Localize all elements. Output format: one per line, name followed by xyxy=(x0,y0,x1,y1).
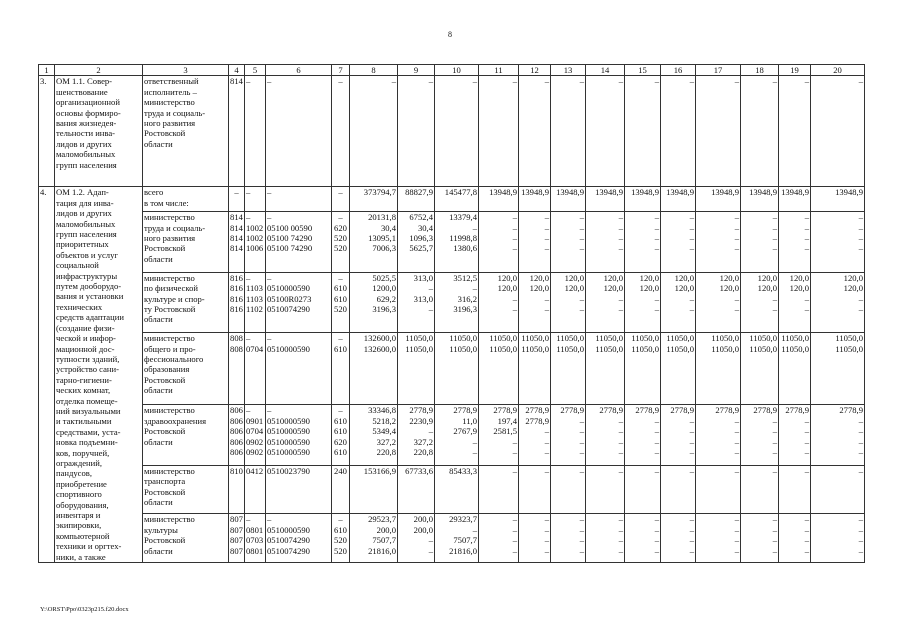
table-cell: 2778,9 – – – – xyxy=(741,405,779,465)
table-cell: 240 xyxy=(332,465,350,514)
table-cell: 5025,5 1200,0 629,2 3196,3 xyxy=(350,272,398,332)
table-cell: – – – – xyxy=(779,212,811,272)
table-cell: 806 806 806 806 806 xyxy=(229,405,245,465)
table-cell: всего в том числе: xyxy=(143,187,229,212)
table-cell: 3512,5 – 316,2 3196,3 xyxy=(435,272,479,332)
table-cell: – – – – xyxy=(519,514,551,563)
table-cell: – – – – xyxy=(696,212,741,272)
table-cell: 11050,0 11050,0 xyxy=(479,333,519,405)
table-cell: 13379,4 – 11998,8 1380,6 xyxy=(435,212,479,272)
table-cell: – 0901 0704 0902 0902 xyxy=(245,405,266,465)
table-cell: 6752,4 30,4 1096,3 5625,7 xyxy=(398,212,435,272)
table-cell: – xyxy=(245,76,266,187)
table-row xyxy=(39,405,865,465)
table-cell: ОМ 1.1. Совер- шенствование организационной основы формиро- вания жизнедея- тельности инва- лидов и других маломобильных групп населения xyxy=(55,76,143,187)
table-cell: 373794,7 xyxy=(350,187,398,212)
column-number: 9 xyxy=(398,65,435,76)
table-cell: – – – – xyxy=(779,514,811,563)
table-cell: 120,0 120,0 – – xyxy=(586,272,625,332)
table-row xyxy=(39,272,865,332)
table-cell: 13948,9 xyxy=(551,187,586,212)
table-cell: 11050,0 11050,0 xyxy=(625,333,661,405)
table-cell: – xyxy=(398,76,435,187)
table-cell: – xyxy=(519,465,551,514)
table-cell: – xyxy=(625,76,661,187)
table-cell: 120,0 120,0 – – xyxy=(519,272,551,332)
table-cell: – – – – xyxy=(625,514,661,563)
table-cell: – xyxy=(625,465,661,514)
table-cell: – 1002 1002 1006 xyxy=(245,212,266,272)
column-number: 15 xyxy=(625,65,661,76)
table-cell: 20131,8 30,4 13095,1 7006,3 xyxy=(350,212,398,272)
table-cell: 67733,6 xyxy=(398,465,435,514)
table-cell: ответственный исполнитель – министерство труда и социаль- ного развития Ростовской области xyxy=(143,76,229,187)
table-cell: 120,0 120,0 – – xyxy=(551,272,586,332)
table-cell: 85433,3 xyxy=(435,465,479,514)
table-cell: министерство транспорта Ростовской области xyxy=(143,465,229,514)
table-cell: – xyxy=(332,187,350,212)
table-cell: – xyxy=(479,465,519,514)
table-cell: ОМ 1.2. Адап- тация для инва- лидов и других маломобильных групп населения приоритетных объектов и услуг социальной инфраструктуры путем дооборудо- вания и установки технических средств адаптации (создание физи- ческой и инфор- мационной дос- тупности зданий, устройство сани- тарно-гигиени- ческих комнат, отделка помеще- ний визуальными и тактильными средствами, уста- новка подъемни- ков, поручней, ограждений, пандусов, приобретение спортивного оборудования, инвентаря и экипировки, компьютерной техники и оргтех- ники, а также xyxy=(55,187,143,563)
table-cell: – – – – xyxy=(811,514,865,563)
table-cell: – 0510000590 0510074290 0510074290 xyxy=(266,514,332,563)
column-number: 16 xyxy=(661,65,696,76)
table-cell: – xyxy=(350,76,398,187)
column-number: 13 xyxy=(551,65,586,76)
table-cell: – – – – xyxy=(551,212,586,272)
table-cell: 13948,9 xyxy=(479,187,519,212)
table-cell: – xyxy=(435,76,479,187)
table-cell: 11050,0 11050,0 xyxy=(398,333,435,405)
table-cell: 153166,9 xyxy=(350,465,398,514)
table-cell: 120,0 120,0 – – xyxy=(661,272,696,332)
table-cell: 33346,8 5218,2 5349,4 327,2 220,8 xyxy=(350,405,398,465)
table-cell: 11050,0 11050,0 xyxy=(661,333,696,405)
table-cell: 816 816 816 816 xyxy=(229,272,245,332)
table-cell: 200,0 200,0 – – xyxy=(398,514,435,563)
table-cell: 11050,0 11050,0 xyxy=(435,333,479,405)
table-cell: – xyxy=(586,465,625,514)
table-cell: – xyxy=(741,76,779,187)
table-cell: – – – – xyxy=(551,514,586,563)
page-number: 8 xyxy=(448,30,452,39)
table-cell: 2778,9 – – – – xyxy=(586,405,625,465)
table-cell: 810 xyxy=(229,465,245,514)
file-path-footer: Y:\ORST\Ppo\0323p215.f20.docx xyxy=(40,606,129,613)
table-cell: 11050,0 11050,0 xyxy=(696,333,741,405)
table-row xyxy=(39,465,865,514)
column-number: 19 xyxy=(779,65,811,76)
table-cell: 2778,9 – – – – xyxy=(696,405,741,465)
column-number: 10 xyxy=(435,65,479,76)
table-cell: 0510023790 xyxy=(266,465,332,514)
budget-table xyxy=(38,64,865,563)
table-row xyxy=(39,514,865,563)
table-cell: 13948,9 xyxy=(696,187,741,212)
table-cell: – xyxy=(332,76,350,187)
table-cell: – 05100 00590 05100 74290 05100 74290 xyxy=(266,212,332,272)
table-cell: 11050,0 11050,0 xyxy=(551,333,586,405)
table-cell: 88827,9 xyxy=(398,187,435,212)
table-cell: – – – – xyxy=(586,514,625,563)
column-number: 18 xyxy=(741,65,779,76)
table-cell: министерство труда и социаль- ного развития Ростовской области xyxy=(143,212,229,272)
table-cell: – xyxy=(519,76,551,187)
table-cell: 120,0 120,0 – – xyxy=(741,272,779,332)
table-cell: министерство здравоохранения Ростовской области xyxy=(143,405,229,465)
table-cell: – – – – xyxy=(661,212,696,272)
table-cell: – xyxy=(551,76,586,187)
table-cell: 13948,9 xyxy=(625,187,661,212)
table-cell: 13948,9 xyxy=(586,187,625,212)
table-cell: министерство общего и про- фессионального образования Ростовской области xyxy=(143,333,229,405)
column-number: 5 xyxy=(245,65,266,76)
table-cell: – xyxy=(661,465,696,514)
table-cell: – xyxy=(245,187,266,212)
table-cell: – xyxy=(696,465,741,514)
table-cell: – – – – xyxy=(661,514,696,563)
table-cell: – xyxy=(266,187,332,212)
table-cell: – 0704 xyxy=(245,333,266,405)
table-cell: – xyxy=(266,76,332,187)
table-cell: – 0510000590 0510000590 0510000590 0510000590 xyxy=(266,405,332,465)
table-cell: 120,0 120,0 – – xyxy=(479,272,519,332)
table-cell: – – – – xyxy=(586,212,625,272)
table-cell: – 610 610 520 xyxy=(332,272,350,332)
table-cell: – 0510000590 05100R0273 0510074290 xyxy=(266,272,332,332)
table-cell: 2778,9 – – – – xyxy=(779,405,811,465)
table-cell: 13948,9 xyxy=(661,187,696,212)
column-number: 4 xyxy=(229,65,245,76)
table-row xyxy=(39,333,865,405)
table-cell: – – – – xyxy=(479,514,519,563)
table-cell: – xyxy=(696,76,741,187)
table-cell: 2778,9 – – – – xyxy=(551,405,586,465)
table-cell: 120,0 120,0 – – xyxy=(811,272,865,332)
table-cell: – xyxy=(586,76,625,187)
table-cell: – 0510000590 xyxy=(266,333,332,405)
table-cell: – – – – xyxy=(625,212,661,272)
table-cell: 0412 xyxy=(245,465,266,514)
table-cell: – – – – xyxy=(696,514,741,563)
table-row xyxy=(39,187,865,212)
table-cell: 13948,9 xyxy=(779,187,811,212)
table-cell: – – – – xyxy=(811,212,865,272)
table-cell: 11050,0 11050,0 xyxy=(741,333,779,405)
column-number: 1 xyxy=(39,65,55,76)
table-cell: 4. xyxy=(39,187,55,563)
table-cell: – xyxy=(779,76,811,187)
table-cell: 13948,9 xyxy=(741,187,779,212)
table-cell: – – – – xyxy=(519,212,551,272)
column-number: 12 xyxy=(519,65,551,76)
table-cell: 2778,9 – – – – xyxy=(661,405,696,465)
table-cell: 814 814 814 814 xyxy=(229,212,245,272)
table-cell: 13948,9 xyxy=(811,187,865,212)
table-cell: – 620 520 520 xyxy=(332,212,350,272)
column-number: 7 xyxy=(332,65,350,76)
table-cell: 29523,7 200,0 7507,7 21816,0 xyxy=(350,514,398,563)
table-cell: 11050,0 11050,0 xyxy=(811,333,865,405)
table-cell: 808 808 xyxy=(229,333,245,405)
header-row xyxy=(39,65,865,76)
table-cell: 13948,9 xyxy=(519,187,551,212)
column-number: 6 xyxy=(266,65,332,76)
column-number: 20 xyxy=(811,65,865,76)
table-cell: 29323,7 – 7507,7 21816,0 xyxy=(435,514,479,563)
table-cell: 120,0 120,0 – – xyxy=(696,272,741,332)
column-number: 11 xyxy=(479,65,519,76)
table-cell: 807 807 807 807 xyxy=(229,514,245,563)
table-cell: 814 xyxy=(229,76,245,187)
table-cell: – – – – xyxy=(741,514,779,563)
table-cell: – xyxy=(479,76,519,187)
table-cell: 11050,0 11050,0 xyxy=(519,333,551,405)
table-cell: 145477,8 xyxy=(435,187,479,212)
column-number: 3 xyxy=(143,65,229,76)
table-cell: 132600,0 132600,0 xyxy=(350,333,398,405)
table-cell: министерство по физической культуре и спор- ту Ростовской области xyxy=(143,272,229,332)
table-cell: – xyxy=(811,465,865,514)
table-cell: 11050,0 11050,0 xyxy=(779,333,811,405)
table-cell: министерство культуры Ростовской области xyxy=(143,514,229,563)
table-cell: 3. xyxy=(39,76,55,187)
column-number: 17 xyxy=(696,65,741,76)
table-cell: – – – – xyxy=(741,212,779,272)
table-cell: – 610 520 520 xyxy=(332,514,350,563)
table-cell: – xyxy=(661,76,696,187)
table-cell: – 0801 0703 0801 xyxy=(245,514,266,563)
table-row xyxy=(39,76,865,187)
table-cell: 120,0 120,0 – – xyxy=(779,272,811,332)
table-cell: 2778,9 197,4 2581,5 – – xyxy=(479,405,519,465)
table-cell: 11050,0 11050,0 xyxy=(586,333,625,405)
table-cell: 2778,9 – – – – xyxy=(625,405,661,465)
table-cell: – 610 610 620 610 xyxy=(332,405,350,465)
column-number: 8 xyxy=(350,65,398,76)
table-cell: 2778,9 – – – – xyxy=(811,405,865,465)
table-cell: 2778,9 11,0 2767,9 – – xyxy=(435,405,479,465)
table-cell: – – – – xyxy=(479,212,519,272)
table-cell: 313,0 – 313,0 – xyxy=(398,272,435,332)
table-cell: – 610 xyxy=(332,333,350,405)
table-cell: 2778,9 2230,9 – 327,2 220,8 xyxy=(398,405,435,465)
table-row xyxy=(39,212,865,272)
table-cell: – xyxy=(229,187,245,212)
table-cell: – xyxy=(779,465,811,514)
column-number: 2 xyxy=(55,65,143,76)
column-number: 14 xyxy=(586,65,625,76)
table-cell: 2778,9 2778,9 – – – xyxy=(519,405,551,465)
table-cell: – 1103 1103 1102 xyxy=(245,272,266,332)
table-cell: – xyxy=(551,465,586,514)
table-cell: – xyxy=(741,465,779,514)
table-cell: – xyxy=(811,76,865,187)
table-cell: 120,0 120,0 – – xyxy=(625,272,661,332)
